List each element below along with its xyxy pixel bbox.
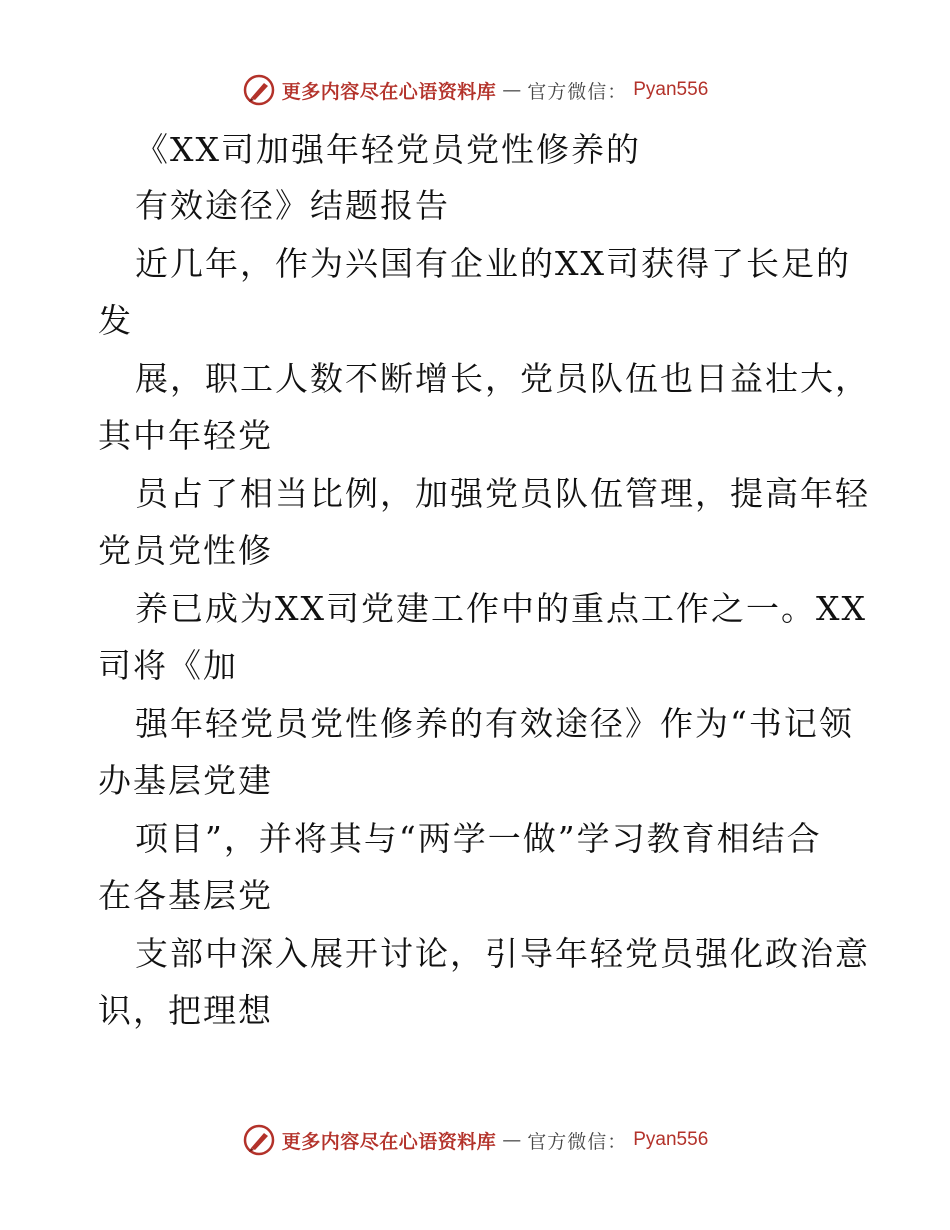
banner-wechat-id: Pyan556: [633, 1129, 709, 1150]
paragraph-line: 展，职工人数不断增长，党员队伍也日益壮大，: [135, 359, 870, 398]
paragraph-line: 党员党性修: [98, 531, 273, 570]
banner-separator: —: [502, 1129, 522, 1151]
paragraph-line: 识，把理想: [98, 991, 273, 1030]
footer-banner: [0, 1120, 950, 1160]
pen-logo-icon: [242, 1123, 276, 1157]
paragraph-line: 强年轻党员党性修养的有效途径》作为“书记领: [135, 704, 854, 743]
header-banner: [0, 70, 950, 110]
pen-logo-icon: [242, 73, 276, 107]
banner-text: 更多内容尽在心语资料库: [281, 80, 497, 103]
paragraph-line: 项目”，并将其与“两学一做”学习教育相结合: [135, 819, 822, 858]
paragraph-line: 发: [98, 301, 133, 340]
title-line-2: 有效途径》结题报告: [135, 186, 450, 225]
paragraph-line: 员占了相当比例，加强党员队伍管理，提高年轻: [135, 474, 870, 513]
banner-wechat-label: 官方微信：: [527, 1130, 628, 1153]
paragraph-line: 支部中深入展开讨论，引导年轻党员强化政治意: [135, 934, 870, 973]
paragraph-line: 养已成为XX司党建工作中的重点工作之一。XX: [135, 589, 867, 628]
paragraph-line: 司将《加: [98, 646, 238, 685]
paragraph-line: 在各基层党: [98, 876, 273, 915]
paragraph-line: 近几年，作为兴国有企业的XX司获得了长足的: [135, 244, 851, 283]
banner-separator: —: [502, 79, 522, 101]
banner-text: 更多内容尽在心语资料库: [281, 1130, 497, 1153]
paragraph-line: 其中年轻党: [98, 416, 273, 455]
title-line-1: 《XX司加强年轻党员党性修养的: [135, 130, 641, 169]
banner-wechat-label: 官方微信：: [527, 80, 628, 103]
paragraph-line: 办基层党建: [98, 761, 273, 800]
banner-wechat-id: Pyan556: [633, 79, 709, 100]
